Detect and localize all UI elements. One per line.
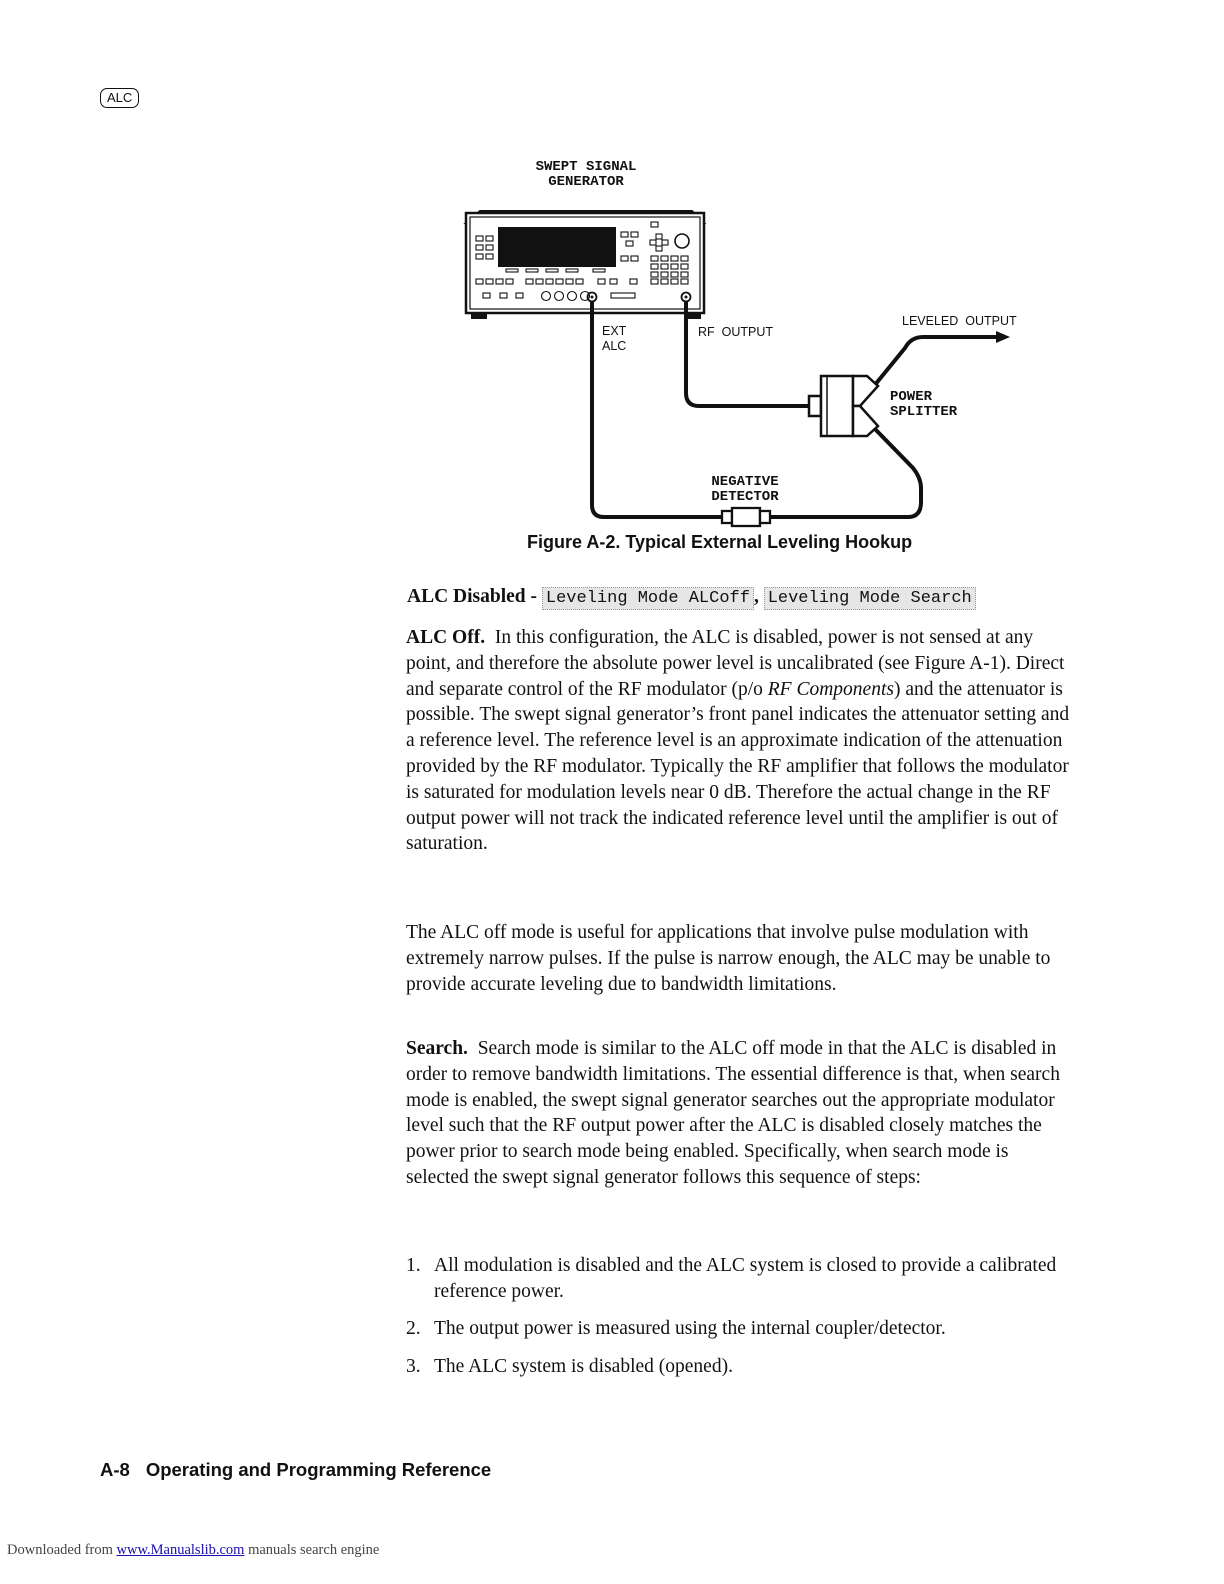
alc-off-mode-paragraph: The ALC off mode is useful for applications that involve pulse modulation with extremely narrow pulses. If the pulse is narrow enough, the ALC may be unable to provide accurate leveling due to bandwidth limitations. bbox=[406, 922, 1051, 995]
list-item bbox=[406, 1316, 1076, 1342]
alc-label: ALC bbox=[602, 339, 627, 353]
manualslib-link[interactable]: www.Manualslib.com bbox=[116, 1542, 245, 1558]
page-footer bbox=[100, 1459, 491, 1481]
list-item bbox=[406, 1354, 1076, 1380]
page-number: A-8 bbox=[100, 1459, 130, 1480]
figure-caption: Figure A-2. Typical External Leveling Hookup bbox=[527, 532, 913, 552]
negative-label: NEGATIVE bbox=[711, 474, 779, 490]
download-prefix: Downloaded from bbox=[7, 1542, 113, 1558]
splitter-label: SPLITTER bbox=[890, 404, 958, 420]
power-label: POWER bbox=[890, 389, 933, 405]
search-paragraph bbox=[406, 1036, 1076, 1191]
rf-components-ref: RF Components bbox=[767, 678, 894, 700]
signal-generator-icon bbox=[466, 211, 704, 319]
alc-off-paragraph bbox=[406, 625, 1076, 857]
rf-output-cable bbox=[686, 301, 812, 406]
step-number: 3. bbox=[406, 1356, 421, 1377]
alc-off-text-1: In this configuration, the ALC is disabled, power is not sensed at any point, and therefore the absolute power level is uncalibrated (see Figure A-1). Direct and separate control of the RF modulator (p/o bbox=[406, 627, 1065, 700]
step-text: The ALC system is disabled (opened). bbox=[434, 1356, 733, 1377]
section-title: ALC Disabled - bbox=[407, 586, 538, 607]
step-text: All modulation is disabled and the ALC system is closed to provide a calibrated reference power. bbox=[434, 1255, 1057, 1302]
negative-detector-icon bbox=[722, 508, 770, 526]
detector-label: DETECTOR bbox=[711, 489, 779, 505]
leveled-output-cable bbox=[874, 337, 998, 386]
arrow-icon bbox=[996, 331, 1010, 343]
softkey-alcoff: Leveling Mode ALCoff bbox=[542, 587, 754, 610]
rf-output-label: RF OUTPUT bbox=[698, 325, 773, 339]
download-notice bbox=[7, 1542, 379, 1559]
download-suffix: manuals search engine bbox=[248, 1542, 380, 1558]
alc-key-tag: ALC bbox=[100, 88, 139, 108]
footer-title: Operating and Programming Reference bbox=[145, 1459, 492, 1480]
list-item bbox=[406, 1253, 1076, 1305]
generator-label-line1: SWEPT SIGNAL bbox=[535, 159, 637, 175]
step-text: The output power is measured using the internal coupler/detector. bbox=[434, 1318, 946, 1339]
leveling-hookup-diagram bbox=[440, 150, 1040, 530]
search-text: Search mode is similar to the ALC off mode in that the ALC is disabled in order to remove bandwidth limitations. The essential difference is that, when search mode is enabled, the swept signal generator searches out the appropriate modulator level such that the RF output power after the ALC is disabled closely matches the power prior to search mode being enabled. Specifically, when search mode is selected the swept signal generator follows this sequence of steps: bbox=[406, 1038, 1060, 1188]
power-splitter-icon bbox=[809, 376, 878, 436]
softkey-separator: , bbox=[753, 586, 759, 607]
step-number: 2. bbox=[406, 1318, 421, 1339]
generator-label-line2: GENERATOR bbox=[548, 174, 624, 190]
leveled-output-label: LEVELED OUTPUT bbox=[902, 314, 1017, 328]
section-heading bbox=[407, 586, 976, 608]
softkey-search: Leveling Mode Search bbox=[764, 587, 976, 610]
detector-cable bbox=[770, 428, 921, 517]
step-number: 1. bbox=[406, 1255, 421, 1276]
ext-label: EXT bbox=[602, 324, 627, 338]
search-title: Search. bbox=[406, 1038, 468, 1059]
alc-off-text-2: ) and the attenuator is possible. The swept signal generator’s front panel indicates the attenuator setting and a reference level. The reference level is an approximate indication of the attenuation provided by the RF modulator. Typically the RF amplifier that follows the modulator is saturated for modulation levels near 0 dB. Therefore the actual change in the RF output power will not track the indicated reference level until the amplifier is out of saturation. bbox=[406, 678, 1070, 855]
alc-off-title: ALC Off. bbox=[406, 627, 486, 648]
